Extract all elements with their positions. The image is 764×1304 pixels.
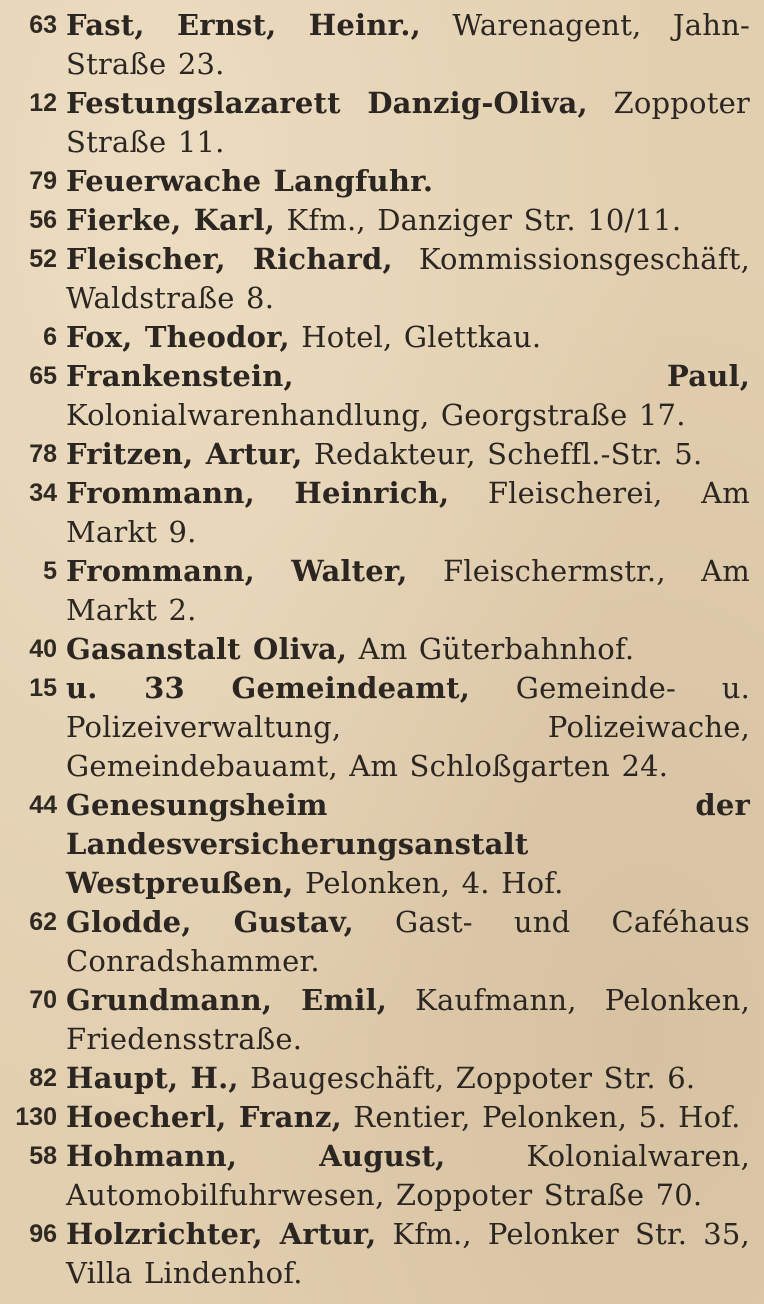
entry-name: Fierke, Karl, (66, 203, 276, 237)
entry-number: 82 (29, 1064, 57, 1092)
entry-details: Kolonialwarenhandlung, Georgstraße 17. (66, 398, 686, 432)
entry-name: Frankenstein, Paul, (66, 359, 750, 393)
entry-name: Fox, Theodor, (66, 320, 290, 354)
entry-number: 15 (29, 674, 57, 702)
entry-number: 52 (29, 245, 57, 273)
directory-entry (0, 903, 750, 981)
entry-text (66, 435, 750, 474)
entry-text (66, 474, 750, 552)
entry-details: Rentier, Pelonken, 5. Hof. (341, 1100, 741, 1134)
entry-name: Genesungsheim der Landesversicherungsanstalt Westpreußen, (66, 788, 750, 900)
directory-entry (0, 1215, 750, 1293)
directory-entry (0, 669, 750, 786)
entry-details: Kommissionsgeschäft, Waldstraße 8. (66, 242, 750, 315)
entry-details: Gemeinde- u. Polizeiverwaltung, Polizeiwache, Gemeindebauamt, Am Schloßgarten 24. (66, 671, 750, 783)
entry-number: 44 (29, 791, 57, 819)
entry-details: Fleischermstr., Am Markt 2. (66, 554, 750, 627)
directory-entry (0, 1059, 750, 1098)
entry-name: Hohmann, August, (66, 1139, 446, 1173)
entry-name: Haupt, H., (66, 1061, 239, 1095)
directory-entry (0, 6, 750, 84)
entry-name: Fleischer, Richard, (66, 242, 393, 276)
directory-entry (0, 1137, 750, 1215)
directory-entry (0, 630, 750, 669)
entry-details: Kolonialwaren, Automobilfuhrwesen, Zoppoter Straße 70. (66, 1139, 750, 1212)
directory-entry (0, 201, 750, 240)
entry-text (66, 981, 750, 1059)
entry-details: Pelonken, 4. Hof. (293, 866, 564, 900)
entry-text (66, 1059, 750, 1098)
entry-text (66, 630, 750, 669)
entry-text (66, 786, 750, 903)
entry-text (66, 84, 750, 162)
entry-number: 40 (29, 635, 57, 663)
entry-number: 63 (29, 11, 57, 39)
entry-text (66, 1137, 750, 1215)
entry-name: Fritzen, Artur, (66, 437, 303, 471)
directory-entry (0, 474, 750, 552)
entry-number: 6 (43, 323, 57, 351)
entry-number: 79 (29, 167, 57, 195)
entry-name: Glodde, Gustav, (66, 905, 354, 939)
entry-number: 12 (29, 89, 57, 117)
entry-details: Warenagent, Jahn-Straße 23. (66, 8, 750, 81)
entry-text (66, 552, 750, 630)
directory-entry (0, 318, 750, 357)
entry-name: Fast, Ernst, Heinr., (66, 8, 421, 42)
entry-name: Feuerwache Langfuhr. (66, 164, 434, 198)
directory-entry (0, 552, 750, 630)
entry-text (66, 357, 750, 435)
entry-details: Kaufmann, Pelonken, Friedensstraße. (66, 983, 750, 1056)
entry-text (66, 1215, 750, 1293)
entry-text (66, 903, 750, 981)
entry-name: Holzrichter, Artur, (66, 1217, 377, 1251)
entry-name: Grundmann, Emil, (66, 983, 388, 1017)
directory-entry (0, 240, 750, 318)
entry-details: Am Güterbahnhof. (347, 632, 635, 666)
entry-text (66, 669, 750, 786)
entry-name: u. 33 Gemeindeamt, (66, 671, 471, 705)
entry-text (66, 240, 750, 318)
entry-number: 130 (15, 1103, 57, 1131)
entry-details: Gast- und Caféhaus Conradshammer. (66, 905, 750, 978)
directory-entry (0, 162, 750, 201)
directory-entry (0, 435, 750, 474)
entry-name: Gasanstalt Oliva, (66, 632, 348, 666)
entry-details: Hotel, Glettkau. (289, 320, 542, 354)
entry-number: 56 (29, 206, 57, 234)
entry-text (66, 1098, 750, 1137)
entry-details: Baugeschäft, Zoppoter Str. 6. (238, 1061, 696, 1095)
entry-number: 78 (29, 440, 57, 468)
entry-name: Frommann, Walter, (66, 554, 408, 588)
entry-name: Festungslazarett Danzig-Oliva, (66, 86, 588, 120)
entry-number: 62 (29, 908, 57, 936)
entry-text (66, 201, 750, 240)
entry-text (66, 318, 750, 357)
entry-number: 96 (29, 1220, 57, 1248)
directory-entry (0, 357, 750, 435)
entry-details: Redakteur, Scheffl.-Str. 5. (302, 437, 703, 471)
entry-number: 34 (29, 479, 57, 507)
directory-entry (0, 786, 750, 903)
entry-number: 65 (29, 362, 57, 390)
entry-name: Hoecherl, Franz, (66, 1100, 342, 1134)
entry-text (66, 6, 750, 84)
entry-number: 58 (29, 1142, 57, 1170)
directory-entry (0, 84, 750, 162)
entry-name: Frommann, Heinrich, (66, 476, 450, 510)
entry-details: Kfm., Danziger Str. 10/11. (275, 203, 682, 237)
entry-details: Kfm., Pelonker Str. 35, Villa Lindenhof. (66, 1217, 750, 1290)
entry-number: 70 (29, 986, 57, 1014)
entry-details: Fleischerei, Am Markt 9. (66, 476, 750, 549)
entry-number: 5 (43, 557, 57, 585)
directory-entry (0, 981, 750, 1059)
entry-details: Zoppoter Straße 11. (66, 86, 750, 159)
entry-text (66, 162, 750, 201)
directory-entry (0, 1098, 750, 1137)
